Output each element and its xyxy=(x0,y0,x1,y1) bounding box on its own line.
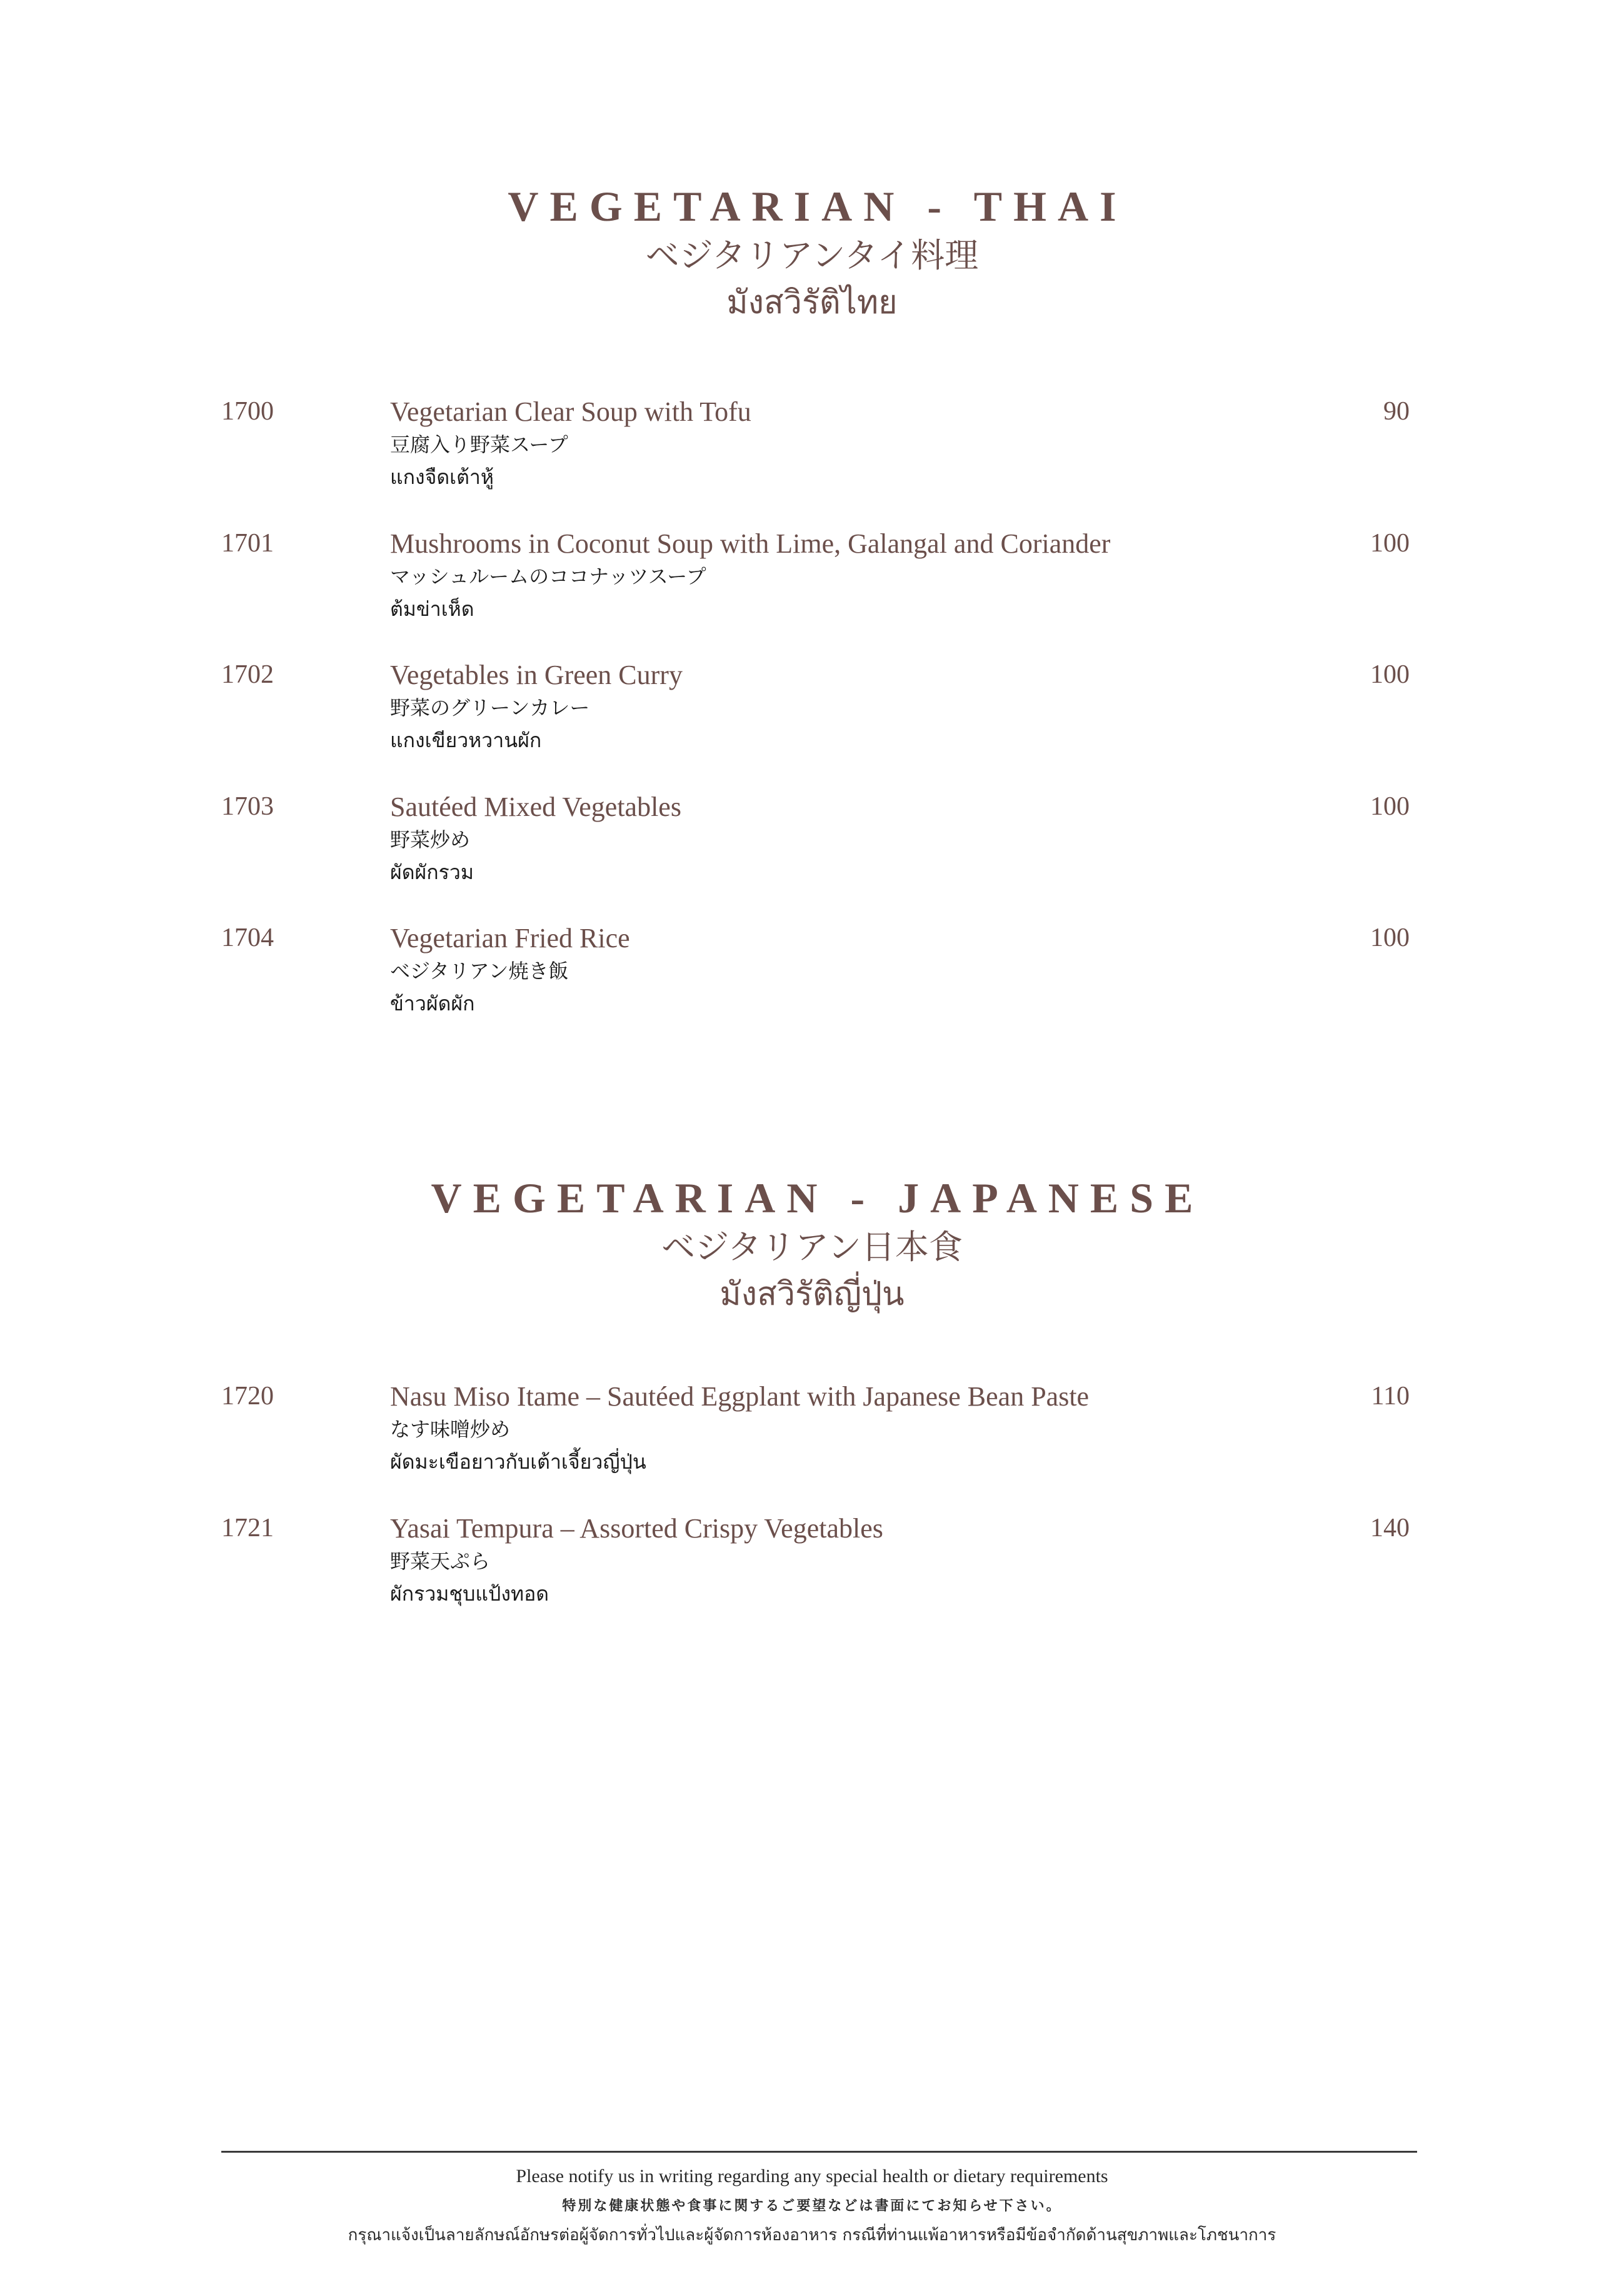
item-name-japanese: 野菜のグリーンカレー xyxy=(390,696,590,720)
menu-item xyxy=(0,1383,1624,1496)
item-price: 100 xyxy=(1370,529,1410,558)
item-name: Mushrooms in Coconut Soup with Lime, Galangal and Coriander xyxy=(390,528,1111,559)
item-name-japanese: なす味噌炒め xyxy=(390,1417,511,1441)
footer-notice xyxy=(0,2167,1624,2243)
item-name: Nasu Miso Itame – Sautéed Eggplant with Japanese Bean Paste xyxy=(390,1381,1090,1412)
section-vegetarian-thai xyxy=(0,185,1624,319)
footer-notice-thai: กรุณาแจ้งเป็นลายลักษณ์อักษรต่อผู้จัดการทั่วไปและผู้จัดการห้องอาหาร กรณีที่ท่านแพ้อาหารหรือมีข้อจำกัดด้านสุขภาพและโภชนาการ xyxy=(348,2226,1276,2245)
item-name-japanese: 豆腐入り野菜スープ xyxy=(390,433,568,456)
item-name-thai: ต้มข่าเห็ด xyxy=(390,597,474,621)
item-code: 1721 xyxy=(221,1514,274,1542)
item-name: Sautéed Mixed Vegetables xyxy=(390,792,681,822)
menu-item xyxy=(0,925,1624,1037)
item-name-japanese: 野菜天ぷら xyxy=(390,1549,491,1573)
item-name-thai: ผัดผักรวม xyxy=(390,860,474,884)
item-price: 110 xyxy=(1371,1382,1410,1411)
section-header xyxy=(0,1174,1624,1313)
menu-item xyxy=(0,793,1624,906)
menu-item xyxy=(0,662,1624,774)
section-header xyxy=(0,185,1624,319)
section-title: VEGETARIAN - THAI xyxy=(508,183,1128,230)
item-price: 90 xyxy=(1383,397,1410,426)
item-name-thai: แกงเขียวหวานผัก xyxy=(390,728,542,752)
item-name: Vegetarian Fried Rice xyxy=(390,923,630,953)
item-name-japanese: ベジタリアン焼き飯 xyxy=(390,959,569,983)
item-price: 100 xyxy=(1370,660,1410,689)
item-code: 1702 xyxy=(221,660,274,689)
section-title-japanese: ベジタリアンタイ料理 xyxy=(645,236,979,275)
item-name-thai: ผักรวมชุบแป้งทอด xyxy=(390,1582,549,1606)
item-name-japanese: マッシュルームのココナッツスープ xyxy=(390,565,706,588)
section-title-japanese: ベジタリアン日本食 xyxy=(661,1227,963,1267)
menu-item xyxy=(0,530,1624,643)
section-title-thai: มังสวิรัติญี่ปุ่น xyxy=(719,1275,905,1313)
menu-item xyxy=(0,1515,1624,1627)
item-name: Vegetarian Clear Soup with Tofu xyxy=(390,396,751,427)
item-name: Yasai Tempura – Assorted Crispy Vegetables xyxy=(390,1513,883,1544)
item-name: Vegetables in Green Curry xyxy=(390,660,683,690)
item-price: 100 xyxy=(1370,792,1410,821)
item-code: 1700 xyxy=(221,397,274,426)
item-name-thai: แกงจืดเต้าหู้ xyxy=(390,465,494,489)
item-name-thai: ผัดมะเขือยาวกับเต้าเจี้ยวญี่ปุ่น xyxy=(390,1450,646,1474)
item-code: 1720 xyxy=(221,1382,274,1411)
footer-notice-english: Please notify us in writing regarding any special health or dietary requirements xyxy=(516,2166,1108,2186)
footer-divider xyxy=(221,2151,1417,2153)
item-price: 100 xyxy=(1370,923,1410,952)
item-name-thai: ข้าวผัดผัก xyxy=(390,992,475,1015)
item-code: 1701 xyxy=(221,529,274,558)
item-code: 1704 xyxy=(221,923,274,952)
item-price: 140 xyxy=(1370,1514,1410,1542)
section-vegetarian-japanese xyxy=(0,1174,1624,1313)
item-code: 1703 xyxy=(221,792,274,821)
item-name-japanese: 野菜炒め xyxy=(390,828,471,852)
menu-item xyxy=(0,398,1624,511)
section-title: VEGETARIAN - JAPANESE xyxy=(431,1174,1205,1222)
footer-notice-japanese: 特別な健康状態や食事に関するご要望などは書面にてお知らせ下さい。 xyxy=(562,2198,1062,2214)
section-title-thai: มังสวิรัติไทย xyxy=(726,284,898,321)
